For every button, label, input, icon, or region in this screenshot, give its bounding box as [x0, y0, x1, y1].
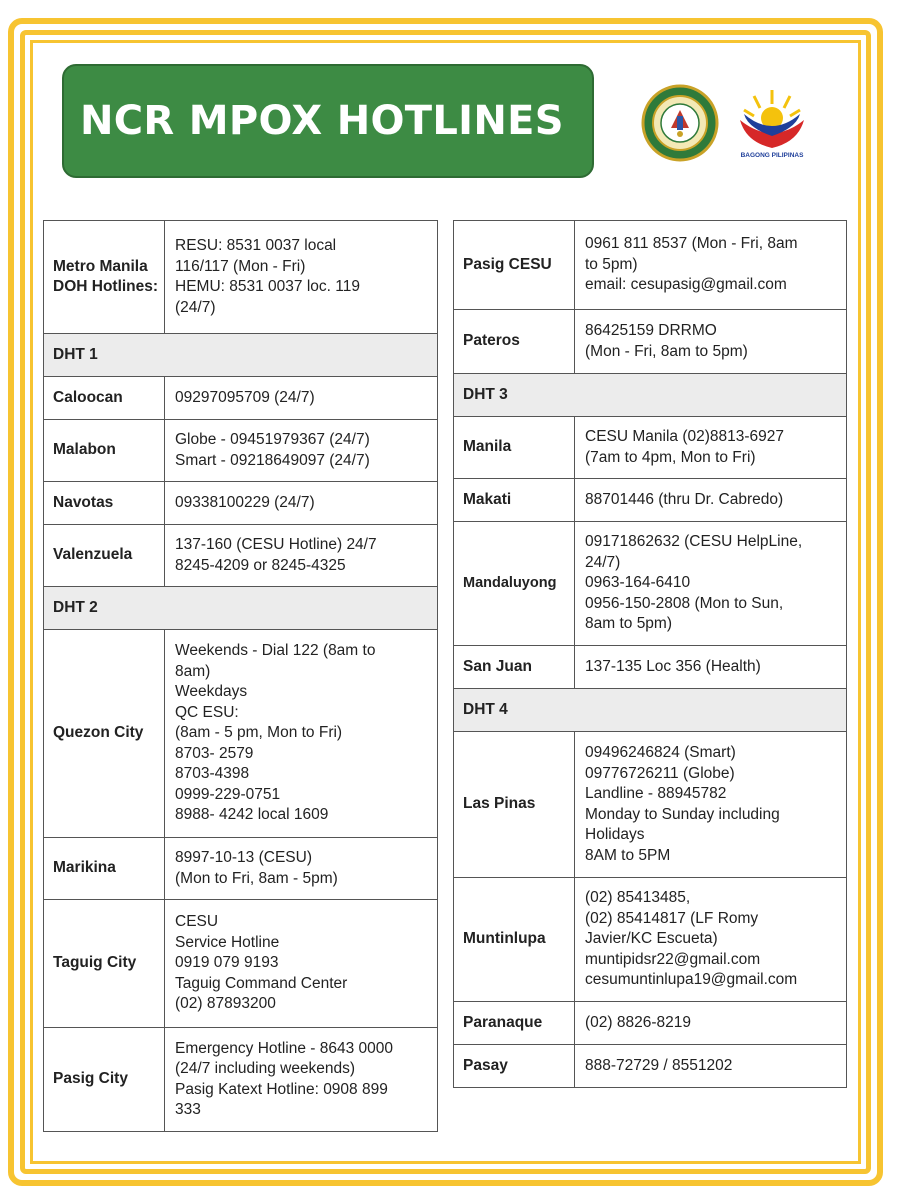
hotline-line: Monday to Sunday including — [585, 805, 780, 823]
hotline-line: Weekends - Dial 122 (8am to — [175, 642, 376, 660]
hotline-line: 8am to 5pm) — [585, 615, 673, 633]
hotline-info — [575, 522, 847, 646]
hotline-row-pateros — [454, 310, 847, 374]
hotline-info — [575, 479, 847, 522]
hotline-row-caloocan — [44, 377, 438, 420]
hotline-row-muntinlupa — [454, 878, 847, 1002]
city-name: Valenzuela — [44, 525, 165, 587]
hotline-line: cesumuntinlupa19@gmail.com — [585, 971, 798, 989]
hotline-info — [165, 838, 438, 900]
hotline-line: Holidays — [585, 826, 645, 843]
city-name: Makati — [454, 479, 575, 522]
hotline-line: 09496246824 (Smart) — [585, 744, 736, 761]
hotline-line: muntipidsr22@gmail.com — [585, 950, 761, 968]
doh-seal-logo — [641, 84, 719, 162]
hotline-line: 8703-4398 — [175, 765, 250, 783]
hotline-row-malabon — [44, 420, 438, 482]
right-hotline-table — [453, 220, 847, 1088]
hotline-line: 8245-4209 or 8245-4325 — [175, 556, 346, 574]
hotline-line: (8am - 5 pm, Mon to Fri) — [175, 724, 343, 742]
hotline-row-las-pinas — [454, 732, 847, 878]
hotline-line: 8703- 2579 — [175, 744, 254, 762]
district-header: DHT 4 — [454, 689, 847, 732]
hotline-info — [575, 646, 847, 689]
district-header: DHT 2 — [44, 587, 438, 630]
hotline-line: email: cesupasig@gmail.com — [585, 276, 787, 294]
hotline-row-mandaluyong — [454, 522, 847, 646]
hotline-line: 0919 079 9193 — [175, 954, 279, 972]
hotline-info — [165, 1028, 438, 1132]
hotline-info — [165, 420, 438, 482]
hotline-line: 09776726211 (Globe) — [585, 764, 735, 782]
hotline-line: 0956-150-2808 (Mon to Sun, — [585, 594, 784, 612]
hotline-line: to 5pm) — [585, 255, 638, 273]
district-header-row — [44, 334, 438, 377]
hotline-line: Taguig Command Center — [175, 974, 348, 992]
page-title: NCR MPOX HOTLINES — [80, 98, 564, 144]
district-header-row — [454, 689, 847, 732]
hotline-info — [165, 221, 438, 334]
city-name: Paranaque — [454, 1002, 575, 1045]
hotline-info — [165, 525, 438, 587]
district-header: DHT 1 — [44, 334, 438, 377]
hotline-line: 8am) — [175, 662, 211, 680]
city-name: Muntinlupa — [454, 878, 575, 1002]
district-header-row — [454, 374, 847, 417]
hotline-line: (24/7 including weekends) — [175, 1060, 356, 1077]
hotline-info — [165, 630, 438, 838]
left-hotline-table — [43, 220, 438, 1132]
hotline-line: Globe - 09451979367 (24/7) — [175, 431, 370, 448]
district-header-row — [44, 587, 438, 630]
hotline-line: 0963-164-6410 — [585, 574, 691, 592]
hotline-line: HEMU: 8531 0037 loc. 119 — [175, 278, 360, 295]
hotline-info — [575, 310, 847, 374]
hotline-line: CESU Manila (02)8813-6927 — [585, 428, 785, 445]
city-name: Quezon City — [44, 630, 165, 838]
city-name: Marikina — [44, 838, 165, 900]
city-name: Pasig CESU — [454, 221, 575, 310]
hotline-line: Emergency Hotline - 8643 0000 — [175, 1039, 393, 1057]
hotline-row-metro-manila-doh-hotlines — [44, 221, 438, 334]
hotline-line: CESU — [175, 913, 219, 931]
city-name: Pasay — [454, 1045, 575, 1088]
hotline-row-pasay — [454, 1045, 847, 1088]
hotline-line: (02) 85413485, — [585, 889, 691, 907]
hotline-row-valenzuela — [44, 525, 438, 587]
city-name: Metro Manila DOH Hotlines: — [44, 221, 165, 334]
hotline-line: 09297095709 (24/7) — [175, 388, 315, 406]
hotline-row-pasig-city — [44, 1028, 438, 1132]
hotline-line: 8997-10-13 (CESU) — [175, 849, 312, 866]
hotline-line: 0999-229-0751 — [175, 785, 281, 803]
hotline-line: Pasig Katext Hotline: 0908 899 — [175, 1080, 388, 1098]
hotline-row-paranaque — [454, 1002, 847, 1045]
hotline-line: Weekdays — [175, 683, 248, 701]
hotline-line: 116/117 (Mon - Fri) — [175, 257, 306, 275]
hotline-line: QC ESU: — [175, 703, 239, 721]
hotline-line: 24/7) — [585, 553, 621, 571]
city-name: Malabon — [44, 420, 165, 482]
hotline-row-san-juan — [454, 646, 847, 689]
hotline-line: (Mon - Fri, 8am to 5pm) — [585, 342, 748, 360]
hotline-info — [575, 1002, 847, 1045]
hotline-line: Service Hotline — [175, 933, 280, 951]
hotline-line: 137-160 (CESU Hotline) 24/7 — [175, 536, 377, 553]
hotline-info — [575, 221, 847, 310]
hotline-line: 88701446 (thru Dr. Cabredo) — [585, 490, 784, 508]
city-name: Caloocan — [44, 377, 165, 420]
hotline-info — [575, 732, 847, 878]
hotline-line: (02) 87893200 — [175, 995, 276, 1013]
hotline-line: 333 — [175, 1101, 201, 1118]
district-header: DHT 3 — [454, 374, 847, 417]
hotline-line: 09171862632 (CESU HelpLine, — [585, 533, 803, 551]
hotline-line: (02) 85414817 (LF Romy — [585, 909, 759, 927]
city-name: Navotas — [44, 482, 165, 525]
hotline-row-marikina — [44, 838, 438, 900]
hotline-line: 09338100229 (24/7) — [175, 493, 315, 511]
hotline-line: 888-72729 / 8551202 — [585, 1056, 733, 1074]
hotline-info — [575, 417, 847, 479]
bagong-pilipinas-logo — [734, 84, 810, 160]
bagong-pilipinas-logo-text: BAGONG PILIPINAS — [740, 152, 804, 159]
hotline-info — [575, 878, 847, 1002]
hotline-row-navotas — [44, 482, 438, 525]
hotline-line: 86425159 DRRMO — [585, 322, 717, 339]
hotline-line: RESU: 8531 0037 local — [175, 237, 337, 254]
city-name: Las Pinas — [454, 732, 575, 878]
hotline-line: (24/7) — [175, 298, 216, 316]
hotline-row-pasig-cesu — [454, 221, 847, 310]
hotline-line: Javier/KC Escueta) — [585, 930, 718, 948]
city-name: Mandaluyong — [454, 522, 575, 646]
hotline-line: (Mon to Fri, 8am - 5pm) — [175, 869, 338, 887]
hotline-info — [575, 1045, 847, 1088]
hotline-line: 137-135 Loc 356 (Health) — [585, 657, 761, 675]
hotline-line: (02) 8826-8219 — [585, 1013, 691, 1031]
hotline-info — [165, 482, 438, 525]
city-name: San Juan — [454, 646, 575, 689]
hotline-line: 8988- 4242 local 1609 — [175, 806, 329, 824]
city-name: Pateros — [454, 310, 575, 374]
city-name: Taguig City — [44, 900, 165, 1028]
hotline-row-makati — [454, 479, 847, 522]
hotline-line: Smart - 09218649097 (24/7) — [175, 451, 370, 469]
hotline-line: Landline - 88945782 — [585, 785, 727, 802]
hotline-info — [165, 377, 438, 420]
hotline-info — [165, 900, 438, 1028]
city-name: Manila — [454, 417, 575, 479]
hotline-line: 8AM to 5PM — [585, 846, 671, 864]
hotline-row-taguig-city — [44, 900, 438, 1028]
title-banner — [62, 64, 594, 178]
hotline-line: 0961 811 8537 (Mon - Fri, 8am — [585, 235, 798, 253]
city-name: Pasig City — [44, 1028, 165, 1132]
hotline-line: (7am to 4pm, Mon to Fri) — [585, 448, 756, 466]
hotline-row-quezon-city — [44, 630, 438, 838]
hotline-row-manila — [454, 417, 847, 479]
